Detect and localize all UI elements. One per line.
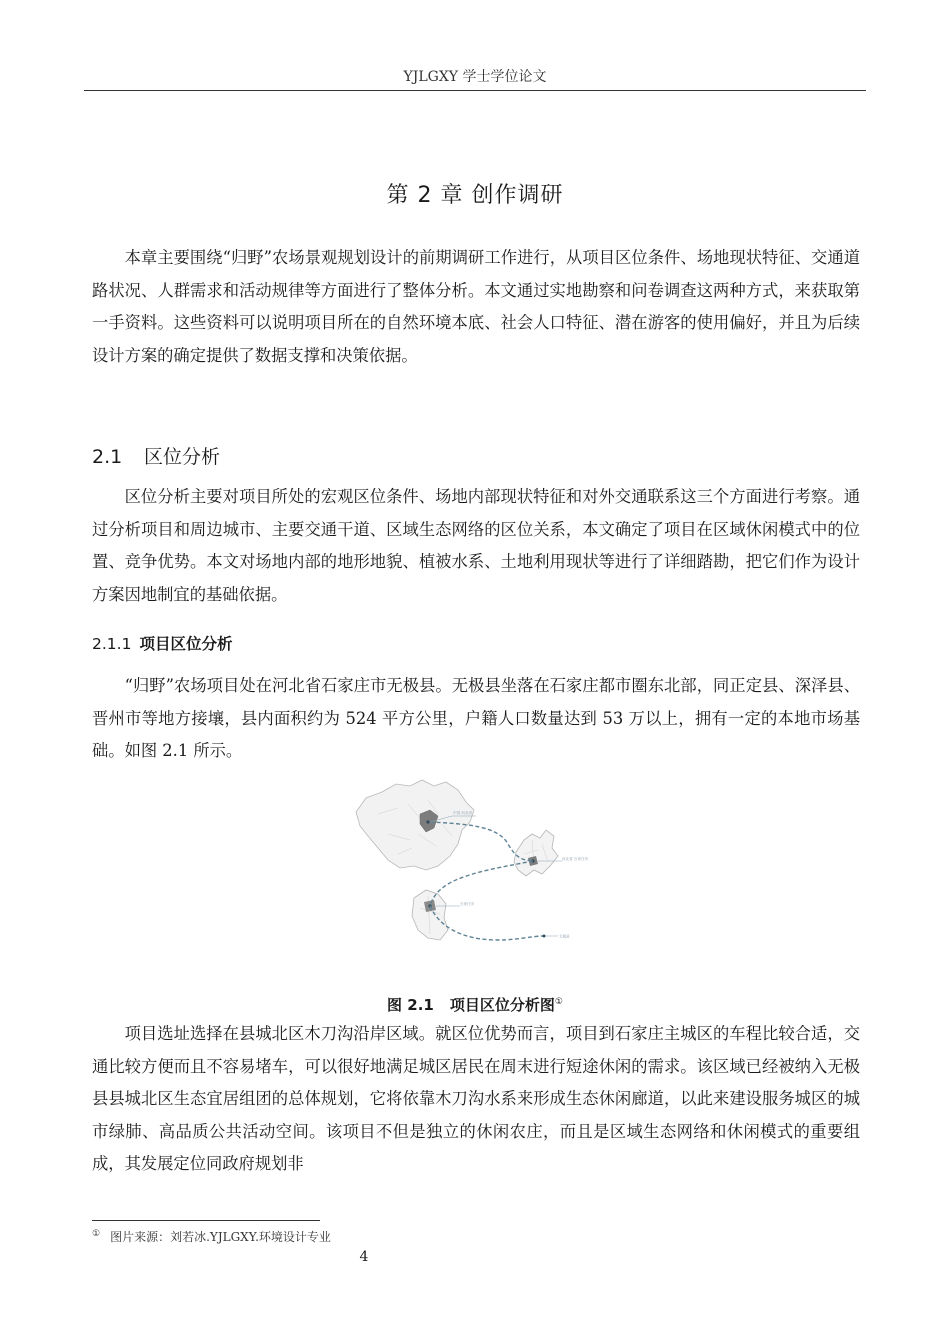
figure-footnote-mark: ① bbox=[554, 997, 563, 1007]
page-number: 4 bbox=[359, 1249, 369, 1265]
footnote-text: 图片来源：刘若冰.YJLGXY.环境设计专业 bbox=[110, 1230, 331, 1244]
header-rule bbox=[84, 90, 866, 91]
route-line-3 bbox=[430, 906, 544, 940]
location-map-figure bbox=[348, 774, 610, 984]
footnote-mark: ① bbox=[92, 1229, 101, 1239]
chapter-title: 第 2 章 创作调研 bbox=[386, 183, 564, 208]
subsection-number: 2.1.1 bbox=[92, 635, 132, 653]
section-title: 区位分析 bbox=[144, 446, 221, 468]
subsection-paragraph: “归野”农场项目处在河北省石家庄市无极县。无极县坐落在石家庄都市圈东北部，同正定县、深泽县、晋州市等地方接壤，县内面积约为 524 平方公里，户籍人口数量达到 53 万以上，拥有一定的本地市场基础。如图 2.1 所示。 bbox=[92, 676, 860, 760]
figure-caption-text: 项目区位分析图 bbox=[449, 996, 555, 1014]
section-number: 2.1 bbox=[92, 446, 123, 468]
subsection-title: 项目区位分析 bbox=[139, 635, 233, 653]
figure-number: 图 2.1 bbox=[387, 996, 434, 1014]
hebei-outline bbox=[514, 830, 558, 876]
after-figure-paragraph: 项目选址选择在县城北区木刀沟沿岸区域。就区位优势而言，项目到石家庄主城区的车程比较合适，交通比较方便而且不容易堵车，可以很好地满足城区居民在周末进行短途休闲的需求。该区域已经被纳入无极县县城北区生态宜居组团的总体规划，它将依靠木刀沟水系来形成生态休闲廊道，以此来建设服务城区的城市绿肺、高品质公共活动空间。该项目不但是独立的休闲农庄，而且是区域生态网络和休闲模式的重要组成，其发展定位同政府规划非 bbox=[92, 1024, 860, 1173]
china-outline bbox=[356, 780, 474, 870]
intro-paragraph: 本章主要围绕“归野”农场景观规划设计的前期调研工作进行，从项目区位条件、场地现状特征、交通道路状况、人群需求和活动规律等方面进行了整体分析。本文通过实地勘察和问卷调查这两种方式，来获取第一手资料。这些资料可以说明项目所在的自然环境本底、社会人口特征、潜在游客的使用偏好，并且为后续设计方案的确定提供了数据支撑和决策依据。 bbox=[92, 248, 860, 365]
map-label-shijiazhuang: 石家庄市 bbox=[460, 902, 475, 906]
map-label-china-hebei: 中国 河北省 bbox=[453, 811, 473, 815]
footnote bbox=[92, 1228, 331, 1245]
footnote-rule bbox=[92, 1220, 320, 1221]
subsection-heading bbox=[92, 632, 232, 654]
section-paragraph: 区位分析主要对项目所处的宏观区位条件、场地内部现状特征和对外交通联系这三个方面进行考察。通过分析项目和周边城市、主要交通干道、区域生态网络的区位关系，本文确定了项目在区域休闲模式中的位置、竞争优势。本文对场地内部的地形地貌、植被水系、土地利用现状等进行了详细踏勘，把它们作为设计方案因地制宜的基础依据。 bbox=[92, 487, 860, 604]
section-heading bbox=[92, 442, 220, 469]
location-map-illustration bbox=[348, 774, 610, 984]
figure-caption bbox=[84, 994, 866, 1015]
running-header: YJLGXY 学士学位论文 bbox=[403, 69, 547, 85]
map-label-wuji: 无极县 bbox=[559, 934, 570, 939]
map-label-hebei-shijiazhuang: 河北省 石家庄市 bbox=[562, 857, 589, 861]
